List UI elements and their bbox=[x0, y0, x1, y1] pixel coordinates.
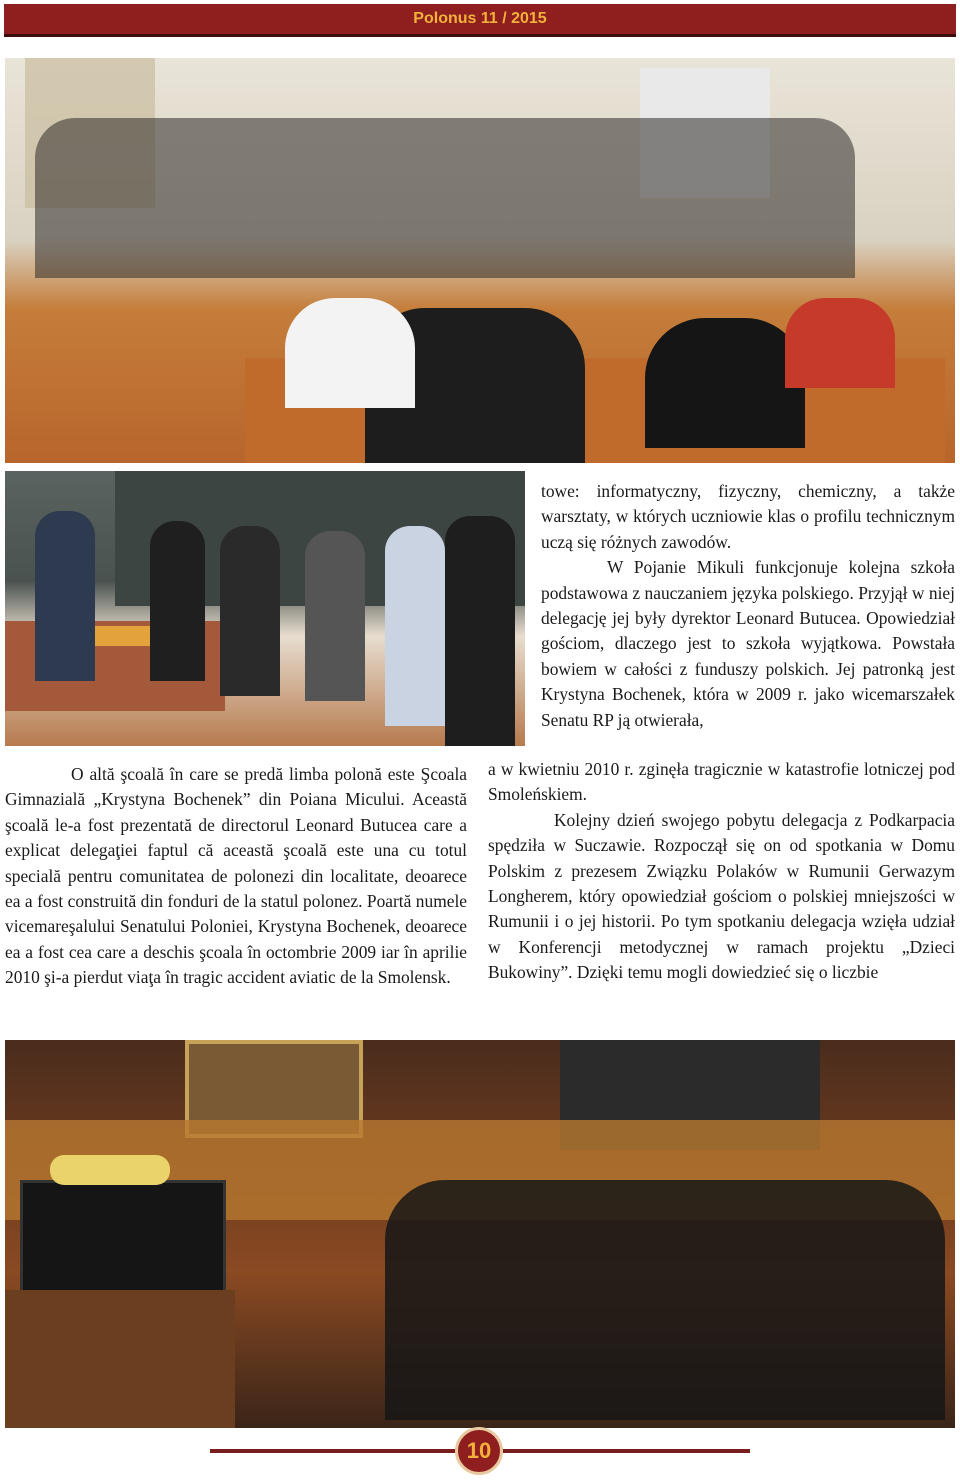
teachers-at-board-photo bbox=[5, 471, 525, 746]
polish-paragraph-3: Kolejny dzień swojego pobytu delegacja z Podkarpacia spędziła w Suczawie. Rozpoczął się on od spotkania w Domu Polskim z prezesem Związku Polaków w Rumunii Gerwazym Longherem, który opowiedział gościom o polskiej mniejszości w Rumunii i o jej historii. Po tym spotkaniu delegacja wzięła udział w Konferencji metodycznej w ramach projektu „Dzieci Bukowiny”. Dzięki temu mogli dowiedzieć się o liczbie bbox=[488, 809, 955, 983]
woman-with-bag bbox=[445, 516, 515, 746]
teacher-3 bbox=[305, 531, 365, 701]
man-in-suit bbox=[35, 511, 95, 681]
teacher-1 bbox=[150, 521, 205, 681]
romanian-paragraph: O altă şcoală în care se predă limba polonă este Şcoala Gimnazială „Krystyna Bochenek” din Poiana Micului. Această şcoală le-a fost prezentată de directorul Leonard Butucea care a explicat delegaţiei faptul că această şcoală este una cu totul specială pentru comunitatea de polonezi din localitate, deoarece ea a fost construită din fonduri de la statul polonez. Poartă numele vicemareşalului Senatului Poloniei, Krystyna Bochenek, deoarece ea a fost cea care a deschis şcoala în octombrie 2009 iar în aprilie 2010 şi-a pierdut viaţa în tragic accident aviatic de la Smolensk. bbox=[5, 764, 467, 988]
polish-text-upper bbox=[541, 479, 955, 733]
classroom-students-photo bbox=[5, 58, 955, 463]
standing-adults bbox=[35, 118, 855, 278]
man-light-shirt bbox=[385, 526, 445, 726]
seated-guests bbox=[385, 1180, 945, 1420]
student-white-shirt bbox=[285, 298, 415, 408]
magazine-issue-title: Polonus 11 / 2015 bbox=[413, 10, 547, 27]
student-boy bbox=[645, 318, 805, 448]
student-red-shirt bbox=[785, 298, 895, 388]
polish-paragraph-2-start: W Pojanie Mikuli funkcjonuje kolejna szkoła podstawowa z nauczaniem języka polskiego. Przyjął w niej delegację jej były dyrektor Leonard Butucea. Opowiedział gościom, dlaczego jest to szkoła wyjątkowa. Powstała bowiem w całości z funduszy polskich. Jej patronką jest Krystyna Bochenek, która w 2009 r. jako wicemarszałek Senatu RP ją otwierała, bbox=[541, 557, 955, 730]
laptop bbox=[20, 1180, 226, 1296]
flower-bouquet bbox=[50, 1155, 170, 1185]
polish-paragraph-1: towe: informatyczny, fizyczny, chemiczny, a także warsztaty, w których uczniowie klas o profilu technicznym uczą się różnych zawodów. bbox=[541, 481, 955, 552]
teacher-2 bbox=[220, 526, 280, 696]
page-number: 10 bbox=[466, 1438, 492, 1463]
header-band bbox=[4, 4, 956, 37]
audience-seated-photo bbox=[5, 1040, 955, 1428]
polish-text-lower bbox=[488, 757, 955, 986]
lectern bbox=[5, 1290, 235, 1428]
polish-paragraph-2-end: a w kwietniu 2010 r. zginęła tragicznie w katastrofie lotniczej pod Smoleńskiem. bbox=[488, 759, 955, 805]
